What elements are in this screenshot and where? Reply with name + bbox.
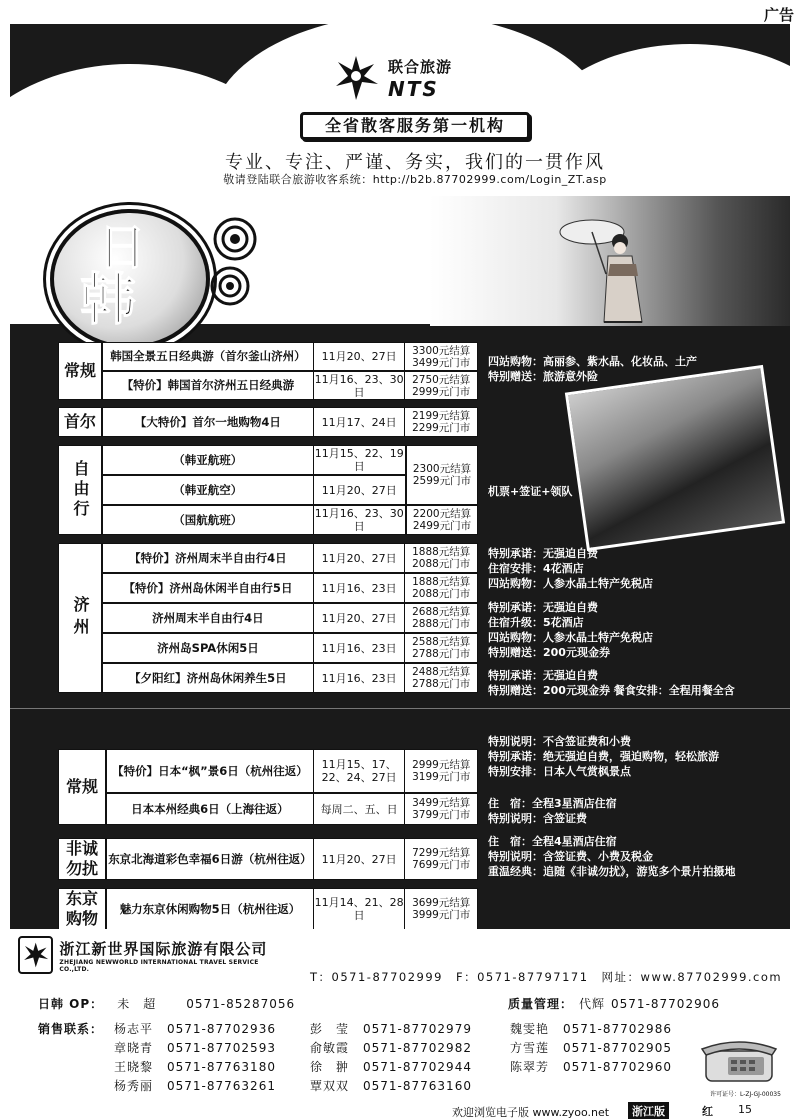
category-feicheng: 非诚勿扰 xyxy=(58,838,106,880)
category-korea-regular: 常规 xyxy=(58,342,102,400)
tour-row[interactable] xyxy=(102,603,478,633)
slogan-banner: 全省散客服务第一机构 xyxy=(300,112,530,140)
tour-row[interactable] xyxy=(102,633,478,663)
tour-name: 济州周末半自由行4日 xyxy=(103,604,314,632)
jeju-notes-c: 特别承诺：无强迫自费 特别赠送：200元现金券 餐食安排：全程用餐全含 xyxy=(488,669,735,697)
tour-row[interactable] xyxy=(102,342,478,371)
tour-price: 2688元结算 2888元门市 xyxy=(412,606,471,630)
free-travel-notes: 机票+签证+领队 xyxy=(488,485,573,498)
tour-name: （韩亚航班） xyxy=(103,446,314,474)
badge-japan-char: 日 xyxy=(98,220,147,276)
section-divider xyxy=(10,708,790,709)
tour-dates: 11月20、27日 xyxy=(314,544,406,572)
tour-row[interactable] xyxy=(106,888,478,930)
tour-dates: 11月16、23日 xyxy=(314,574,406,602)
tour-row[interactable] xyxy=(106,749,478,793)
edition-label: 浙江版 xyxy=(628,1102,669,1119)
tour-row[interactable] xyxy=(102,543,478,573)
tour-price: 3499元结算 3799元门市 xyxy=(412,797,471,821)
page-footer-bar xyxy=(0,1102,800,1119)
brand-name-cn: 联合旅游 xyxy=(388,57,453,76)
tour-dates: 每周二、五、日 xyxy=(314,794,406,824)
tour-name: （韩亚航空） xyxy=(103,476,314,504)
tour-name: 【特价】济州岛休闲半自由行5日 xyxy=(103,574,314,602)
company-logo-icon xyxy=(18,936,53,974)
badge-korea-char: 韩 xyxy=(80,268,136,333)
tour-price: 2488元结算 2788元门市 xyxy=(412,666,471,690)
category-jeju: 济州 xyxy=(58,543,102,693)
footer xyxy=(10,929,790,1102)
feicheng-notes: 住 宿：全程4星酒店住宿 特别说明：含签证费、小费及税金 重温经典：追随《非诚勿扰》，游览多个景片拍摄地 xyxy=(488,835,736,878)
tour-price: 2199元结算 2299元门市 xyxy=(412,410,471,434)
company-logo-block xyxy=(18,935,273,975)
ad-tag: 广告 xyxy=(763,6,794,24)
category-tokyo: 东京购物 xyxy=(58,888,106,930)
tour-price: 1888元结算 2088元门市 xyxy=(412,576,471,600)
tour-row[interactable] xyxy=(102,505,406,535)
advert-sheet xyxy=(10,24,790,1102)
tour-dates: 11月16、23、30日 xyxy=(314,507,404,533)
tour-name: 【特价】韩国首尔济州五日经典游 xyxy=(103,372,314,399)
permit-number: 许可证号：L-ZJ-GJ-00035 xyxy=(710,1091,781,1098)
brand-name-en: NTS xyxy=(388,76,439,101)
japan-regular-notes-b: 住 宿：全程3星酒店住宿 特别说明：含签证费 xyxy=(488,797,617,825)
sales-label: 销售联系： xyxy=(38,1022,104,1036)
tour-name: 韩国全景五日经典游（首尔釜山济州） xyxy=(103,343,314,370)
tour-name: 【夕阳红】济州岛休闲养生5日 xyxy=(103,664,314,692)
tour-dates: 11月16、23日 xyxy=(314,664,406,692)
tour-price: 3300元结算 3499元门市 xyxy=(412,344,471,369)
category-japan-regular: 常规 xyxy=(58,749,106,825)
category-free-travel: 自由行 xyxy=(58,445,102,535)
tour-row[interactable] xyxy=(102,407,478,437)
tour-dates: 11月20、27日 xyxy=(314,839,406,879)
tour-dates: 11月15、22、19日 xyxy=(314,447,404,473)
category-seoul: 首尔 xyxy=(58,407,102,437)
company-name-cn: 浙江新世界国际旅游有限公司 xyxy=(59,939,268,958)
tour-price: 2999元结算 3199元门市 xyxy=(412,759,471,783)
kimono-woman-photo xyxy=(558,204,688,329)
login-url[interactable]: 敬请登陆联合旅游收客系统：http://b2b.87702999.com/Login_ZT.asp xyxy=(223,173,607,186)
tour-name: 【大特价】首尔一地购物4日 xyxy=(103,408,314,436)
tour-dates: 11月15、17、22、24、27日 xyxy=(314,750,406,792)
tour-row[interactable] xyxy=(106,838,478,880)
jeju-notes-b: 特别承诺：无强迫自费 住宿升级：5花酒店 四站购物：人参水晶土特产免税店 特别赠送：200元现金券 xyxy=(488,601,653,659)
tour-dates: 11月16、23日 xyxy=(314,634,406,662)
tour-price: 3699元结算 3999元门市 xyxy=(412,897,471,921)
tour-row[interactable] xyxy=(102,475,406,505)
tour-row[interactable] xyxy=(102,371,478,400)
tour-dates: 11月17、24日 xyxy=(314,408,406,436)
tour-name: 【特价】济州周末半自由行4日 xyxy=(103,544,314,572)
tour-row[interactable] xyxy=(102,445,406,475)
e-edition-link[interactable]: 欢迎浏览电子版 www.zyoo.net xyxy=(452,1106,610,1119)
tour-dates: 11月16、23、30日 xyxy=(314,372,404,399)
tour-name: 【特价】日本“枫”景6日（杭州往返） xyxy=(107,750,314,792)
star-person-icon xyxy=(330,52,382,104)
tour-row[interactable] xyxy=(102,573,478,603)
tour-name: 魅力东京休闲购物5日（杭州往返） xyxy=(107,889,314,929)
motto: 专业、专注、严谨、务实，我们的一贯作风 xyxy=(225,152,605,173)
tour-name: 日本本州经典6日（上海往返） xyxy=(107,794,314,824)
tour-dates: 11月20、27日 xyxy=(314,343,406,370)
op-line: 日韩 OP： 未 超 0571-85287056 xyxy=(38,997,296,1011)
tour-row[interactable] xyxy=(106,793,478,825)
tour-dates: 11月20、27日 xyxy=(321,483,397,497)
tour-price-shared: 2300元结算 2599元门市 xyxy=(406,445,478,505)
korea-regular-notes: 四站购物：高丽参、紫水晶、化妆品、土产 特别赠送：旅游意外险 xyxy=(488,355,697,383)
sales-col-3: 魏雯艳 0571-87702986 方雪莲 0571-87702905 陈翠芳 0571-87702960 xyxy=(510,1022,672,1074)
company-name-en: ZHEJIANG NEWWORLD INTERNATIONAL TRAVEL SERVICE CO.,LTD. xyxy=(59,958,259,973)
tour-price: 2750元结算 2999元门市 xyxy=(412,373,471,398)
color-label: 红 xyxy=(702,1105,713,1118)
company-contact: T：0571-87702999 F：0571-87797171 网址：www.87702999.com xyxy=(310,970,783,984)
sales-col-2: 彭 莹 0571-87702979 俞敏霞 0571-87702982 徐 翀 0571-87702944 覃双双 0571-87763160 xyxy=(310,1022,472,1093)
tour-price: 7299元结算 7699元门市 xyxy=(412,847,471,871)
tour-dates: 11月14、21、28日 xyxy=(314,889,406,929)
tour-price: 2200元结算 2499元门市 xyxy=(406,505,478,535)
jeju-notes-a: 特别承诺：无强迫自费 住宿安排：4花酒店 四站购物：人参水晶土特产免税店 xyxy=(488,547,653,590)
sales-col-1: 杨志平 0571-87702936 章晓青 0571-87702593 王晓黎 0571-87763180 杨秀丽 0571-87763261 xyxy=(114,1022,276,1093)
page-number: 15 xyxy=(738,1103,752,1116)
tour-price: 1888元结算 2088元门市 xyxy=(412,546,471,570)
tour-row[interactable] xyxy=(102,663,478,693)
swirl-ornament xyxy=(200,214,270,324)
tour-dates: 11月20、27日 xyxy=(314,604,406,632)
japan-regular-notes-a: 特别说明：不含签证费和小费 特别承诺：绝无强迫自费，强迫购物，轻松旅游 特别安排：日本人气赏枫景点 xyxy=(488,735,719,778)
tour-name: （国航航班） xyxy=(103,506,314,534)
tour-name: 济州岛SPA休闲5日 xyxy=(103,634,314,662)
nts-logo xyxy=(330,42,490,114)
tour-name: 东京北海道彩色幸福6日游（杭州往返） xyxy=(107,839,314,879)
coastline-photo xyxy=(565,365,785,551)
qc-line: 质量管理： 代辉 0571-87702906 xyxy=(508,997,720,1011)
telephone-icon xyxy=(698,1033,780,1085)
tour-price: 2588元结算 2788元门市 xyxy=(412,636,471,660)
